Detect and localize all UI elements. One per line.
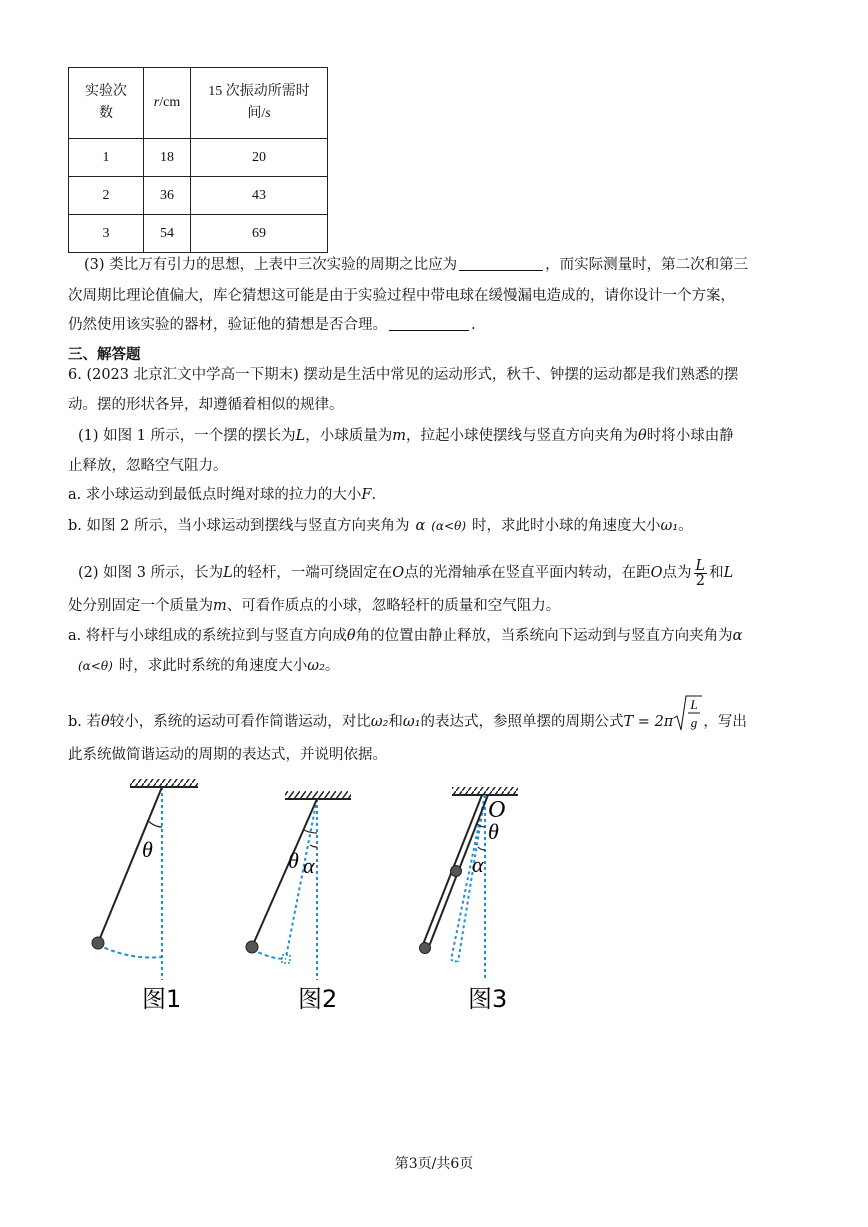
table-header-row	[69, 68, 328, 139]
var-L: L	[723, 565, 734, 581]
table-row	[69, 215, 328, 253]
rod-ball-middle	[451, 866, 462, 877]
pivot-O-label: O	[488, 797, 506, 823]
rod-ghost-end	[451, 960, 458, 962]
text: (1) 如图 1 所示，一个摆的摆长为	[78, 428, 296, 444]
table-header-cell	[69, 68, 144, 139]
angle-arc-small	[478, 847, 485, 850]
text: 点的光滑轴承在竖直平面内转动，在距	[404, 565, 651, 581]
table-cell: 36	[144, 177, 191, 215]
var-theta: θ	[637, 428, 647, 444]
text: 、可看作质点的小球，忽略轻杆的质量和空气阻力。	[226, 598, 561, 614]
table-cell: 3	[69, 215, 144, 253]
answer-blank	[459, 256, 543, 271]
table-cell: 54	[144, 215, 191, 253]
q6-part2-a-line-2	[78, 656, 339, 676]
q3-text: (3) 类比万有引力的思想，上表中三次实验的周期之比应为	[84, 257, 458, 273]
table-cell: 1	[69, 139, 144, 177]
figure-1-label: 图1	[142, 985, 182, 1013]
swing-arc	[98, 945, 162, 958]
var-theta: θ	[101, 714, 110, 730]
q3-line-1	[84, 255, 748, 275]
frac-num: L	[695, 557, 706, 574]
alpha-label: α	[303, 853, 315, 878]
figure-1	[92, 779, 198, 1013]
header-text: s	[265, 106, 271, 121]
table-header-cell	[191, 68, 328, 139]
var-O: O	[392, 565, 405, 581]
theta-label: θ	[288, 848, 299, 873]
var-omega1: ω₁	[402, 714, 421, 730]
text: b. 如图 2 所示，当小球运动到摆线与竖直方向夹角为	[68, 518, 410, 534]
var-alpha: α	[415, 518, 426, 534]
table-cell: 2	[69, 177, 144, 215]
var-L: L	[223, 565, 233, 581]
condition: (α<θ)	[431, 519, 466, 533]
var-theta: θ	[346, 628, 356, 644]
q6-part1-line-1	[78, 426, 734, 446]
q6-part1-line-2: 止释放，忽略空气阻力。	[68, 458, 228, 474]
angle-arc-small	[310, 845, 317, 847]
header-text: 15 次振动所需时	[208, 84, 310, 99]
pendulum-ball	[246, 941, 258, 953]
figure-3-label: 图3	[468, 985, 508, 1013]
header-text: 数	[99, 106, 113, 121]
var-m: m	[213, 598, 227, 614]
pendulum-figures	[60, 775, 540, 1025]
var-F: F	[361, 487, 372, 503]
alpha-label: α	[472, 852, 484, 877]
text: 时，求此时系统的角速度大小	[118, 658, 308, 674]
text: 的轻杆，一端可绕固定在	[232, 565, 393, 581]
var-L: L	[295, 428, 306, 444]
header-text: r	[153, 95, 160, 110]
q6-part2-b-line-1	[68, 694, 747, 734]
text: (2) 如图 3 所示，长为	[78, 565, 224, 581]
q6-part2-line-2	[68, 596, 560, 616]
text: ，小球质量为	[305, 428, 393, 444]
sqrt-den: g	[691, 715, 698, 730]
angle-arc	[148, 821, 162, 827]
text: b. 若	[68, 714, 102, 730]
ceiling-hatch	[130, 779, 198, 787]
table-header-cell	[144, 68, 191, 139]
answer-blank	[389, 316, 469, 331]
var-omega1: ω₁	[660, 518, 679, 534]
q3-line-3	[68, 315, 476, 335]
theta-label: θ	[142, 837, 153, 862]
table-row	[69, 177, 328, 215]
q6-part2-b-line-2: 此系统做简谐运动的周期的表达式，并说明依据。	[68, 747, 387, 763]
text: 点为	[662, 565, 692, 581]
pendulum-ball	[92, 937, 104, 949]
figure-3	[420, 787, 519, 1013]
q6-part2-a-line-1	[68, 626, 742, 646]
q6-intro-2: 动。摆的形状各异，却遵循着相似的规律。	[68, 397, 344, 413]
rod-ball-end	[420, 943, 431, 954]
section-title: 三、解答题	[68, 346, 141, 363]
text: ，拉起小球使摆线与竖直方向夹角为	[405, 428, 638, 444]
text: 和	[388, 714, 403, 730]
header-text: /cm	[159, 95, 181, 110]
fraction-L-over-2	[694, 559, 708, 588]
table-cell: 20	[191, 139, 328, 177]
sqrt-L-over-g	[673, 694, 703, 750]
header-text: 间/	[247, 106, 266, 121]
var-O: O	[650, 565, 663, 581]
q6-part2-line-1	[78, 556, 733, 590]
text: a. 求小球运动到最低点时绳对球的拉力的大小	[68, 487, 362, 503]
formula-T: T = 2π	[623, 714, 674, 730]
table-cell: 43	[191, 177, 328, 215]
text: 和	[709, 565, 724, 581]
var-omega2: ω₂	[307, 658, 325, 674]
experiment-table	[68, 67, 328, 253]
text: 处分别固定一个质量为	[68, 598, 213, 614]
ceiling-hatch	[285, 791, 351, 799]
intermediate-dashed-line	[286, 799, 317, 957]
header-text: 实验次	[85, 84, 127, 99]
figure-2	[246, 791, 351, 1013]
text: 较小，系统的运动可看作简谐运动，对比	[109, 714, 371, 730]
var-omega2: ω₂	[370, 714, 389, 730]
pendulum-string	[98, 787, 162, 943]
text: a. 将杆与小球组成的系统拉到与竖直方向成	[68, 628, 347, 644]
q6-part1-a	[68, 485, 376, 505]
table-cell: 18	[144, 139, 191, 177]
q6-intro-1: 6. (2023 北京汇文中学高一下期末) 摆动是生活中常见的运动形式，秋千、钟摆的运动都是我们熟悉的摆	[68, 367, 739, 383]
condition: (α<θ)	[78, 659, 113, 673]
page-footer: 第3页/共6页	[394, 1156, 474, 1172]
text: 时，求此时小球的角速度大小	[472, 518, 661, 534]
text: .	[371, 487, 377, 503]
q3-text: .	[471, 317, 476, 333]
text: ，写出	[703, 714, 747, 730]
ceiling-hatch	[452, 787, 518, 795]
table-row	[69, 139, 328, 177]
var-m: m	[392, 428, 406, 444]
q6-part1-b	[68, 516, 693, 536]
sqrt-symbol	[673, 694, 703, 734]
text: 。	[678, 518, 693, 534]
table-cell: 69	[191, 215, 328, 253]
q3-text: 仍然使用该实验的器材，验证他的猜想是否合理。	[68, 317, 387, 333]
theta-label: θ	[488, 819, 499, 844]
frac-den: 2	[695, 572, 705, 589]
q3-text: ，而实际测量时，第二次和第三	[545, 257, 749, 273]
text: 的表达式，参照单摆的周期公式	[420, 714, 624, 730]
text: 时将小球由静	[646, 428, 734, 444]
q3-line-2: 次周期比理论值偏大，库仑猜想这可能是由于实验过程中带电球在缓慢漏电造成的，请你设计一个方案，	[68, 288, 735, 304]
sqrt-num: L	[690, 697, 698, 712]
text: 。	[324, 658, 340, 674]
var-alpha: α	[732, 628, 743, 644]
figure-2-label: 图2	[298, 985, 338, 1013]
text: 角的位置由静止释放，当系统向下运动到与竖直方向夹角为	[355, 628, 733, 644]
